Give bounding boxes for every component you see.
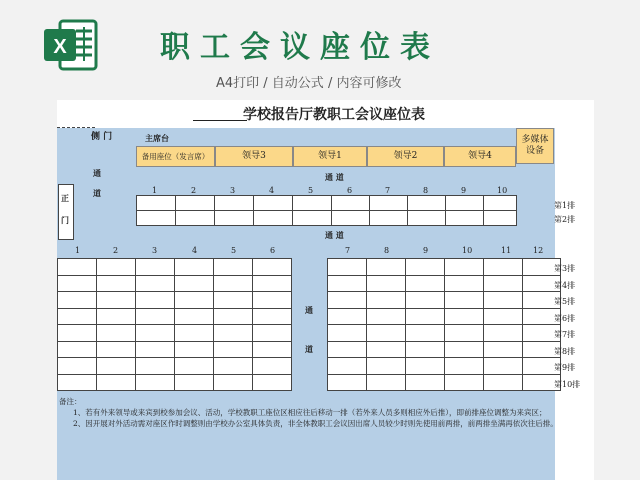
seat-cell: [58, 341, 97, 358]
seat-cell: [406, 358, 445, 375]
main-door-char-1: 正: [61, 193, 69, 203]
seat-cell: [175, 308, 214, 325]
seat-cell: [97, 341, 136, 358]
seat-cell: [484, 308, 523, 325]
seat-cell: [97, 325, 136, 342]
seat-cell: [406, 275, 445, 292]
hall-seat-number: 2: [113, 246, 119, 255]
hall-seat-number: 6: [270, 246, 276, 255]
aisle-left-char-1: 通: [93, 168, 101, 178]
seat-cell: [175, 358, 214, 375]
seat-cell: [253, 325, 292, 342]
seat-cell: [253, 374, 292, 391]
seat-cell: [214, 374, 253, 391]
seat-cell: [406, 308, 445, 325]
front-seat-number: 7: [385, 186, 391, 195]
front-seat-number: 3: [230, 186, 236, 195]
seat-cell: [136, 259, 175, 276]
seat-cell: [328, 358, 367, 375]
front-seat-number: 10: [497, 186, 508, 195]
page-title: 职工会议座位表: [160, 30, 440, 65]
hall-row-label: 第7排: [554, 330, 576, 339]
hall-seat-number: 1: [75, 246, 81, 255]
seat-cell: [328, 275, 367, 292]
seat-cell: [445, 325, 484, 342]
hall-row-label: 第8排: [554, 346, 576, 356]
hall-seat-number: 8: [384, 246, 390, 255]
seat-cell: [445, 259, 484, 276]
seat-cell: [445, 374, 484, 391]
seat-cell: [58, 292, 97, 309]
seat-cell: [253, 358, 292, 375]
seat-cell: [175, 259, 214, 276]
seat-cell: [445, 341, 484, 358]
seat-cell: [406, 341, 445, 358]
front-row-1: [137, 196, 517, 211]
seat-cell: [328, 325, 367, 342]
front-seat-number: 2: [191, 186, 197, 195]
hall-row-label: 第6排: [554, 313, 576, 323]
podium-label: 主席台: [145, 133, 169, 143]
hall-seat-row: [328, 341, 561, 358]
seat-cell: [214, 275, 253, 292]
front-seat-grid: [136, 195, 517, 226]
seat-cell: [328, 374, 367, 391]
note-1: 1、若有外来领导或来宾到校参加会议、活动，学校教职工座位区相应往后移动一排（若外来人员多则相应外后推），即前排座位调整为来宾区；: [73, 408, 547, 417]
seat-cell: [136, 325, 175, 342]
hall-seat-row: [58, 275, 292, 292]
front-seat-number: 8: [423, 186, 429, 195]
seat-cell: [58, 259, 97, 276]
seat-cell: [484, 374, 523, 391]
multimedia-equipment: 多媒体设备: [516, 128, 554, 164]
seat-cell: [97, 308, 136, 325]
seating-sheet: [57, 100, 594, 480]
seat-cell: [484, 275, 523, 292]
seat-cell: [253, 275, 292, 292]
seat-cell: [136, 374, 175, 391]
seat-cell: [253, 259, 292, 276]
hall-seat-row: [58, 341, 292, 358]
aisle-center-char-1: 通: [305, 305, 313, 315]
aisle-mid: 通 道: [325, 230, 344, 240]
seat-cell: [445, 308, 484, 325]
seat-cell: [445, 358, 484, 375]
side-door-marker: [57, 127, 95, 128]
seat-cell: [97, 374, 136, 391]
seat-cell: [367, 308, 406, 325]
seat-cell: [214, 325, 253, 342]
row-label-2: 第2排: [554, 215, 576, 224]
podium-seat-leader4: 领导4: [444, 146, 516, 167]
notes-title: 备注：: [59, 397, 82, 406]
seat-cell: [367, 374, 406, 391]
seat-cell: [214, 259, 253, 276]
seat-cell: [136, 341, 175, 358]
seat-cell: [136, 275, 175, 292]
seat-cell: [484, 341, 523, 358]
seat-cell: [58, 308, 97, 325]
hall-seat-row: [58, 292, 292, 309]
seat-cell: [484, 358, 523, 375]
hall-seat-row: [58, 259, 292, 276]
seat-cell: [406, 374, 445, 391]
hall-seat-row: [328, 325, 561, 342]
hall-row-label: 第3排: [554, 264, 576, 273]
podium-seat-reserve: 备用座位（发言席）: [136, 146, 215, 167]
hall-seat-row: [328, 308, 561, 325]
title-blank-line: [193, 120, 247, 121]
seat-cell: [328, 259, 367, 276]
seat-cell: [97, 259, 136, 276]
hall-seat-number: 10: [462, 246, 473, 255]
seat-cell: [136, 308, 175, 325]
seat-cell: [367, 292, 406, 309]
aisle-top: 通 道: [325, 172, 344, 182]
seat-cell: [97, 292, 136, 309]
front-seat-number: 1: [152, 186, 158, 195]
seat-cell: [97, 358, 136, 375]
aisle-center-char-2: 道: [305, 344, 313, 354]
hall-seat-number: 3: [152, 246, 158, 255]
seat-cell: [253, 308, 292, 325]
seat-cell: [406, 292, 445, 309]
hall-seat-number: 9: [423, 246, 429, 255]
seat-cell: [58, 358, 97, 375]
seat-cell: [445, 275, 484, 292]
seat-cell: [175, 374, 214, 391]
excel-logo-icon: [40, 17, 100, 73]
seat-cell: [367, 341, 406, 358]
seat-cell: [58, 325, 97, 342]
hall-seat-row: [328, 358, 561, 375]
seat-cell: [406, 259, 445, 276]
hall-row-label: 第4排: [554, 280, 576, 290]
seat-cell: [253, 292, 292, 309]
seat-cell: [58, 374, 97, 391]
podium-seat-leader3: 领导3: [215, 146, 293, 167]
seat-cell: [367, 259, 406, 276]
front-seat-number: 9: [461, 186, 467, 195]
hall-seat-number: 11: [501, 246, 512, 255]
seat-cell: [406, 325, 445, 342]
seat-cell: [136, 358, 175, 375]
front-seat-number: 6: [347, 186, 353, 195]
seat-cell: [367, 358, 406, 375]
hall-seat-row: [328, 259, 561, 276]
hall-seat-row: [328, 292, 561, 309]
front-seat-number: 5: [308, 186, 314, 195]
sheet-title: 学校报告厅教职工会议座位表: [243, 107, 425, 123]
hall-seat-number: 12: [533, 246, 544, 255]
note-2: 2、因开展对外活动需对座区作时调整则由学校办公室具体负责，非全体教职工会议因出席人员较少时则先使用前两排，前两排坐满再依次往后排。: [73, 419, 558, 428]
page-header: [0, 0, 640, 98]
seat-cell: [484, 292, 523, 309]
front-row-2: [137, 211, 517, 226]
hall-seat-number: 5: [231, 246, 237, 255]
hall-seat-row: [328, 374, 561, 391]
seat-cell: [175, 325, 214, 342]
seat-cell: [175, 341, 214, 358]
seat-cell: [484, 259, 523, 276]
seat-cell: [328, 292, 367, 309]
seat-cell: [367, 275, 406, 292]
hall-left-grid: [57, 258, 292, 391]
notes-section: [59, 396, 592, 429]
podium-seat-leader1: 领导1: [293, 146, 367, 167]
hall-seat-number: 4: [192, 246, 198, 255]
seat-cell: [136, 292, 175, 309]
seat-cell: [175, 275, 214, 292]
seat-cell: [58, 275, 97, 292]
hall-row-label: 第9排: [554, 363, 576, 372]
seat-cell: [253, 341, 292, 358]
side-door-label: 侧 门: [91, 132, 113, 142]
podium-seat-leader2: 领导2: [367, 146, 444, 167]
hall-seat-row: [58, 308, 292, 325]
seat-cell: [214, 292, 253, 309]
seat-cell: [214, 341, 253, 358]
seat-cell: [214, 308, 253, 325]
seat-cell: [328, 341, 367, 358]
row-label-1: 第1排: [554, 201, 576, 210]
svg-text:X: X: [53, 36, 67, 58]
seat-cell: [97, 275, 136, 292]
hall-seat-row: [58, 358, 292, 375]
hall-seat-number: 7: [345, 246, 351, 255]
seat-cell: [484, 325, 523, 342]
page-subtitle: A4打印 / 自动公式 / 内容可修改: [216, 76, 402, 91]
seat-cell: [214, 358, 253, 375]
hall-seat-row: [328, 275, 561, 292]
aisle-left-char-2: 道: [93, 188, 101, 198]
main-door-char-2: 门: [61, 215, 69, 225]
front-seat-number: 4: [269, 186, 275, 195]
seat-cell: [328, 308, 367, 325]
seat-cell: [445, 292, 484, 309]
hall-row-label: 第10排: [554, 379, 581, 389]
hall-seat-row: [58, 325, 292, 342]
seat-cell: [175, 292, 214, 309]
hall-right-grid: [327, 258, 561, 391]
hall-seat-row: [58, 374, 292, 391]
hall-row-label: 第5排: [554, 297, 576, 306]
seat-cell: [367, 325, 406, 342]
